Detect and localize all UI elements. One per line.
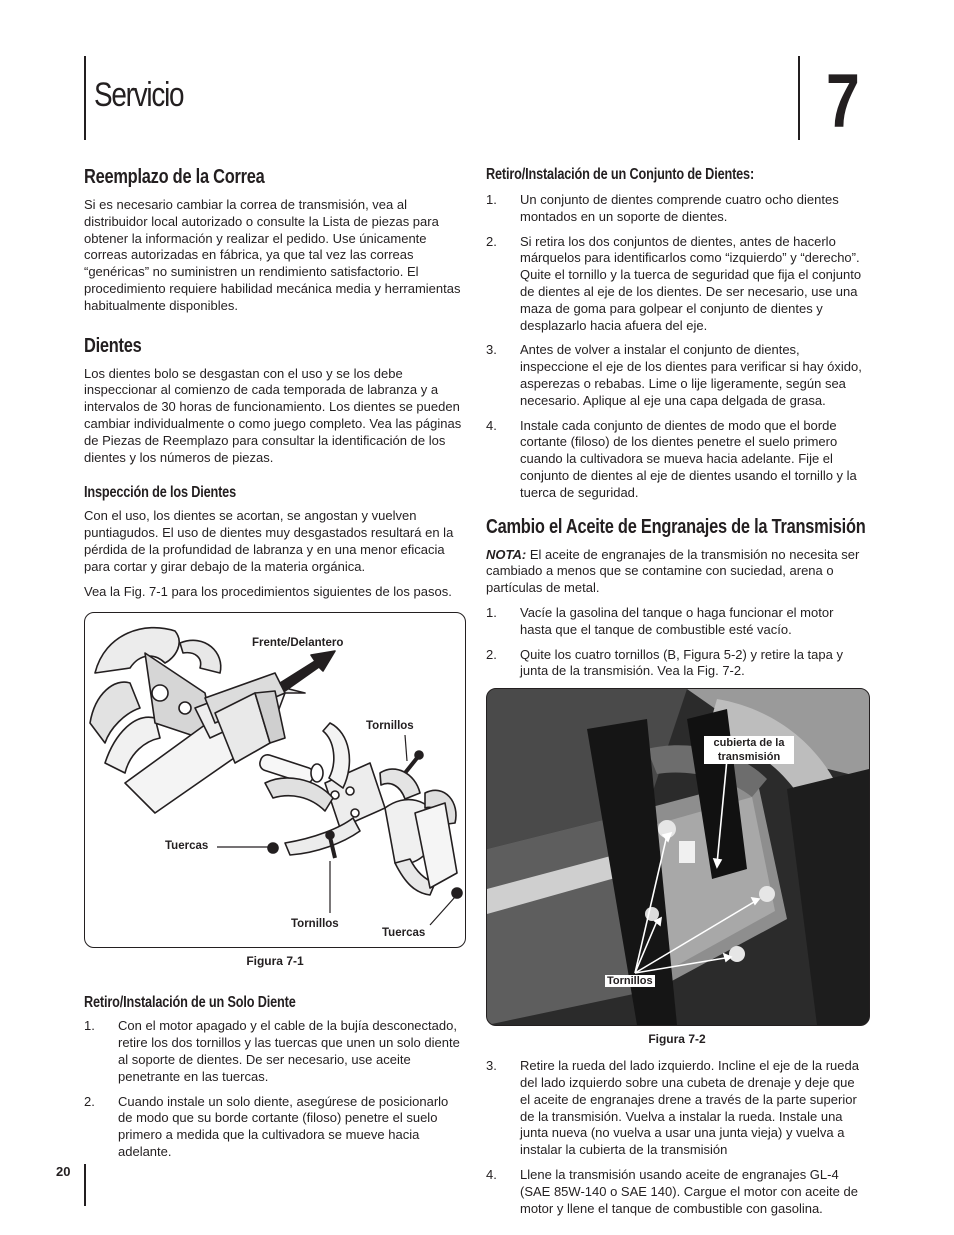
list-item: 4. Llene la transmisión usando aceite de engranajes GL-4 (SAE 85W-140 o SAE 140). Cargue el motor con aceite de motor y llene el tanque de combustible con gasolina. <box>486 1166 858 1216</box>
gear-oil-note <box>486 547 868 597</box>
label-front: Frente/Delantero <box>252 637 344 650</box>
gear-oil-steps-b <box>486 1058 868 1217</box>
chapter-rule <box>798 56 800 140</box>
single-tine-heading: Retiro/Instalación de un Solo Diente <box>84 994 296 1012</box>
chapter-number: 7 <box>826 59 860 144</box>
gear-oil-steps-a <box>486 605 868 680</box>
tines-text: Los dientes bolo se desgastan con el uso y se los debe inspeccionar al comienzo de cada temporada de labranza y a intervalos de 30 horas de funcionamiento. Los dientes se pueden cambiar individualmente o como juego completo. Vea las páginas de Piezas de Reemplazo para consultar la identificación de los dientes y los números de piezas. <box>84 365 462 465</box>
label-transmission-cover: cubierta de la transmisión <box>704 736 794 764</box>
list-item: 1. Con el motor apagado y el cable de la bujía desconectado, retire los dos tornillos y las tuercas que unen un solo diente al soporte de dientes. De ser necesario, use aceite penetrante en las tuercas. <box>84 1018 460 1084</box>
list-item: 2. Si retira los dos conjuntos de dientes, antes de hacerlo márquelos para identificarlos como “izquierdo” y “derecho”. Quite el tornillo y la tuerca de seguridad que fija el conjunto de dientes al eje de los dientes. De ser necesario, use una maza de goma para golpear el conjunto de dientes y desplazarlo hacia afuera del eje. <box>486 233 862 333</box>
list-item: 2. Cuando instale un solo diente, asegúrese de posicionarlo de modo que su borde cortante (filoso) penetre el suelo primero a medida que la cultivadora se mueve hacia adelante. <box>84 1093 449 1159</box>
list-item: 2. Quite los cuatro tornillos (B, Figura 5-2) y retire la tapa y junta de la transmisión. Vea la Fig. 7-2. <box>486 646 843 679</box>
tine-assembly-steps <box>486 192 868 502</box>
tines-heading: Dientes <box>84 334 142 357</box>
left-column <box>84 166 466 1169</box>
label-bolts: Tornillos <box>607 975 653 988</box>
inspection-text-1: Con el uso, los dientes se acortan, se angostan y vuelven puntiagudos. El uso de dientes muy desgastados resultará en la pérdida de la profundidad de labranza y en una menor eficacia para cortar y girar debajo de la materia orgánica. <box>84 508 454 574</box>
transmission-photo <box>487 689 869 1025</box>
note-text: El aceite de engranajes de la transmisión no necesita ser cambiado a menos que se contamine con suciedad, arena o partículas de metal. <box>486 546 860 596</box>
right-column <box>486 166 868 1225</box>
label-bolts-top: Tornillos <box>366 720 414 733</box>
note-label: NOTA: <box>486 546 527 562</box>
label-nuts-left: Tuercas <box>165 840 209 853</box>
page-number: 20 <box>56 1164 71 1179</box>
list-item: 4. Instale cada conjunto de dientes de modo que el borde cortante (filoso) de los dientes penetre el suelo primero cuando la cultivadora se mueva hacia adelante. Fije el conjunto de dientes al eje de dientes usando el tornillo y la tuerca de seguridad. <box>486 417 857 500</box>
belt-heading: Reemplazo de la Correa <box>84 166 265 188</box>
page-title: Servicio <box>94 76 184 114</box>
belt-text: Si es necesario cambiar la correa de transmisión, vea al distribuidor local autorizado o consulte la Lista de piezas para obtener la información y realizar el pedido. Use únicamente correas autorizadas en fábrica, ya que tal vez las correas “genéricas” no suministren un rendimiento satisfactorio. El procedimiento requiere habilidad mecánica media y herramientas habitualmente disponibles. <box>84 197 461 313</box>
list-item: 3. Retire la rueda del lado izquierdo. Incline el eje de la rueda del lado izquierdo sobre una cubeta de drenaje y deje que el aceite de engranajes drene a través de la parte superior de la transmisión. Vuelva a instalar la rueda. Instale una junta nueva (no vuelva a usar una junta vieja) y vuelva a instalar la cubierta de la transmisión <box>486 1058 859 1158</box>
tine-assembly-heading: Retiro/Instalación de un Conjunto de Dientes: <box>486 166 755 183</box>
list-item: 3. Antes de volver a instalar el conjunto de dientes, inspeccione el eje de los dientes para verificar si hay óxido, asperezas o rebabas. Lime o lije ligeramente, según sea necesario. Aplique al eje una capa delgada de grasa. <box>486 342 862 408</box>
label-nuts-right: Tuercas <box>382 927 426 940</box>
tine-assembly-illustration <box>85 613 465 947</box>
footer-rule <box>84 1164 86 1206</box>
list-item: 1. Un conjunto de dientes comprende cuatro ocho dientes montados en un soporte de dientes. <box>486 192 839 224</box>
figure-7-1-caption: Figura 7-1 <box>246 954 304 969</box>
label-bolts-bottom: Tornillos <box>291 918 339 931</box>
title-rule <box>84 56 86 140</box>
figure-7-2-caption: Figura 7-2 <box>648 1032 706 1047</box>
inspection-text-2: Vea la Fig. 7-1 para los procedimientos siguientes de los pasos. <box>84 583 452 599</box>
single-tine-steps <box>84 1018 466 1160</box>
gear-oil-heading: Cambio el Aceite de Engranajes de la Transmisión <box>486 515 866 538</box>
figure-7-2 <box>486 688 870 1026</box>
figure-7-1 <box>84 612 466 948</box>
list-item: 1. Vacíe la gasolina del tanque o haga funcionar el motor hasta que el tanque de combustible esté vacío. <box>486 604 834 637</box>
inspection-heading: Inspección de los Dientes <box>84 484 237 502</box>
